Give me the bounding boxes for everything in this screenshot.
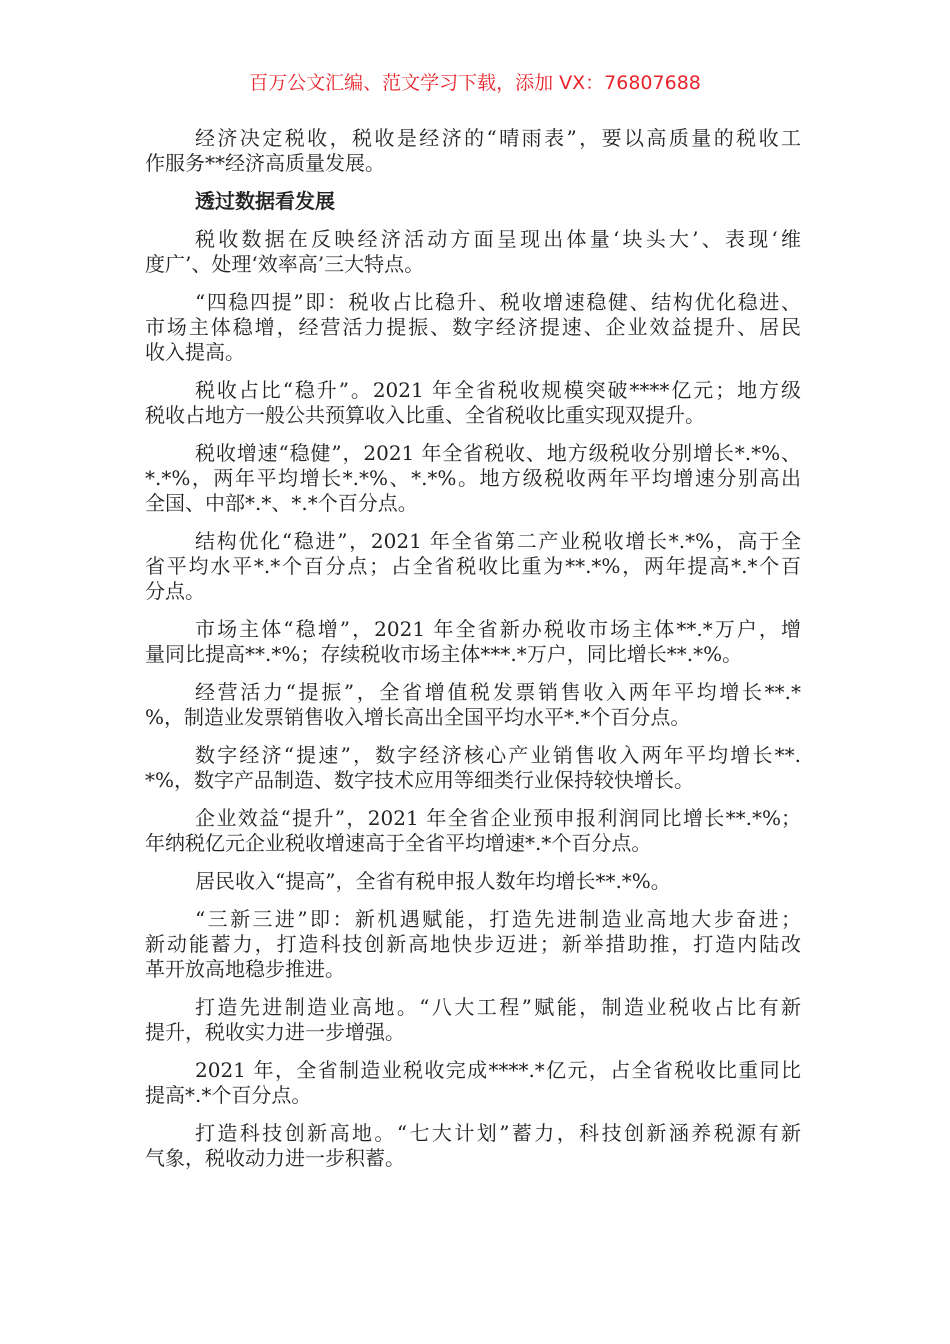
text-line: 度广’、处理‘效率高’三大特点。	[145, 252, 425, 276]
paragraph	[145, 806, 801, 856]
text-line: %，制造业发票销售收入增长高出全国平均水平*.*个百分点。	[145, 705, 691, 729]
text-line: 2021 年，全省制造业税收完成****.*亿元，占全省税收比重同比	[195, 1058, 801, 1082]
text-line: 市场主体稳增，经营活力提振、数字经济提速、企业效益提升、居民	[145, 315, 801, 339]
text-line: 年纳税亿元企业税收增速高于全省平均增速*.*个百分点。	[145, 831, 652, 855]
text-line: 气象，税收动力进一步积蓄。	[145, 1146, 405, 1170]
text-line: *.*%，两年平均增长*.*%、*.*%。地方级税收两年平均增速分别高出	[145, 466, 801, 490]
paragraph	[145, 1058, 801, 1108]
text-line: 收入提高。	[145, 340, 245, 364]
section-heading	[145, 189, 801, 214]
paragraph	[145, 126, 801, 176]
paragraph	[145, 290, 801, 365]
paragraph	[145, 529, 801, 604]
text-line: 结构优化“稳进”，2021 年全省第二产业税收增长*.*%，高于全	[195, 529, 801, 553]
text-line: 提高*.*个百分点。	[145, 1083, 312, 1107]
text-line: 税收增速“稳健”，2021 年全省税收、地方级税收分别增长*.*%、	[195, 441, 801, 465]
text-line: 市场主体“稳增”，2021 年全省新办税收市场主体**.*万户，增	[195, 617, 801, 641]
text-line: 居民收入“提高”，全省有税申报人数年均增长**.*%。	[195, 869, 671, 893]
text-line: 打造科技创新高地。“七大计划”蓄力，科技创新涵养税源有新	[195, 1121, 801, 1145]
paragraph	[145, 680, 801, 730]
paragraph	[145, 869, 801, 894]
text-line: 税收占比“稳升”。2021 年全省税收规模突破****亿元；地方级	[195, 378, 801, 402]
paragraph	[145, 907, 801, 982]
paragraph	[145, 1121, 801, 1171]
paragraph	[145, 441, 801, 516]
paragraph	[145, 995, 801, 1045]
text-line: “三新三进”即：新机遇赋能，打造先进制造业高地大步奋进；	[195, 907, 801, 931]
text-line: 透过数据看发展	[195, 189, 335, 213]
text-line: 作服务**经济高质量发展。	[145, 151, 385, 175]
text-line: 分点。	[145, 579, 205, 603]
text-line: 全国、中部*.*、*.*个百分点。	[145, 491, 418, 515]
text-line: 税收占地方一般公共预算收入比重、全省税收比重实现双提升。	[145, 403, 705, 427]
text-line: 革开放高地稳步推进。	[145, 957, 345, 981]
paragraph	[145, 378, 801, 428]
text-line: 企业效益“提升”，2021 年全省企业预申报利润同比增长**.*%；	[195, 806, 801, 830]
download-banner: 百万公文汇编、范文学习下载，添加 VX：76807688	[249, 72, 701, 94]
text-line: 打造先进制造业高地。“八大工程”赋能，制造业税收占比有新	[195, 995, 801, 1019]
paragraph	[145, 743, 801, 793]
text-line: 省平均水平*.*个百分点；占全省税收比重为**.*%，两年提高*.*个百	[145, 554, 801, 578]
document-body	[145, 126, 801, 1184]
text-line: 量同比提高**.*%；存续税收市场主体***.*万户，同比增长**.*%。	[145, 642, 743, 666]
text-line: 新动能蓄力，打造科技创新高地快步迈进；新举措助推，打造内陆改	[145, 932, 801, 956]
paragraph	[145, 227, 801, 277]
text-line: 提升，税收实力进一步增强。	[145, 1020, 405, 1044]
text-line: 经营活力“提振”，全省增值税发票销售收入两年平均增长**.*	[195, 680, 801, 704]
paragraph	[145, 617, 801, 667]
text-line: 税收数据在反映经济活动方面呈现出体量‘块头大’、表现‘维	[195, 227, 801, 251]
text-line: 数字经济“提速”，数字经济核心产业销售收入两年平均增长**.	[195, 743, 801, 767]
text-line: “四稳四提”即：税收占比稳升、税收增速稳健、结构优化稳进、	[195, 290, 801, 314]
text-line: *%，数字产品制造、数字技术应用等细类行业保持较快增长。	[145, 768, 695, 792]
text-line: 经济决定税收，税收是经济的“晴雨表”，要以高质量的税收工	[195, 126, 801, 150]
